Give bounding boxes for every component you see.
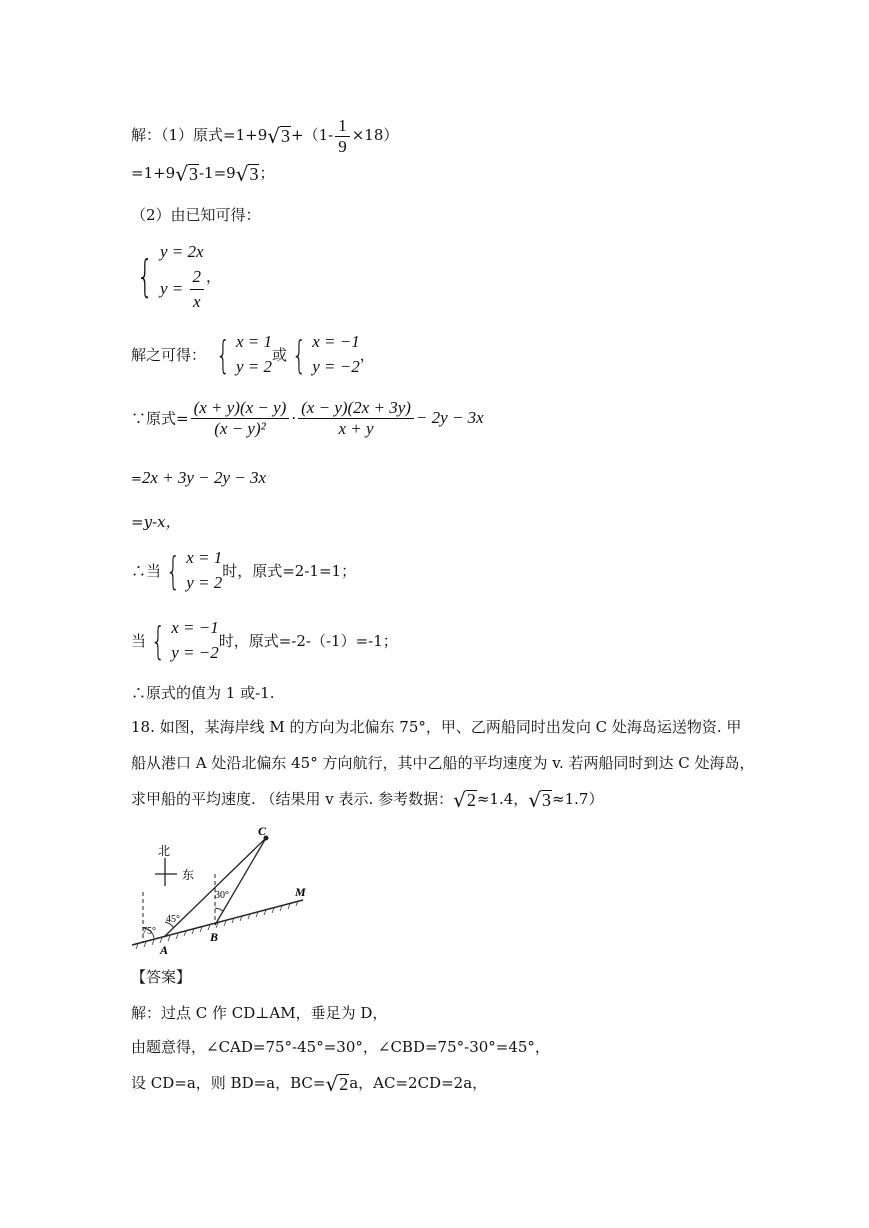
text: ·	[291, 409, 297, 428]
solution-system-2: { x = −1 y = −2	[291, 332, 360, 377]
fraction: $\frac{1}{9}$	[335, 116, 350, 156]
step-3: =y-x，	[131, 513, 181, 531]
text: 2x + 3y − 2y − 3x	[141, 468, 267, 487]
sqrt: √ 2	[453, 788, 476, 813]
answer-line2: 由题意得，∠CAD=75°-45°=30°，∠CBD=75°-30°=45°，	[131, 1038, 550, 1056]
text: ∵原式=	[131, 409, 189, 428]
text: ≈1.4，	[476, 790, 529, 808]
text: ×18）	[351, 126, 399, 145]
text: -1=9	[198, 164, 236, 182]
sqrt: √ 2	[325, 1072, 349, 1097]
angle-75-label: 75°	[142, 926, 156, 937]
case-2-system: { x = −1 y = −2	[150, 618, 219, 663]
label-a: A	[160, 943, 169, 957]
equation-system: { y = 2x y = $\frac{2}{x}$	[131, 240, 206, 315]
sqrt: √ 3	[267, 124, 291, 149]
given-system	[131, 240, 221, 315]
text: 或	[272, 346, 288, 365]
equation: y = 2x	[160, 242, 204, 261]
text: ；	[259, 164, 275, 182]
text: =1+9	[131, 164, 176, 182]
sqrt: √ 3	[528, 788, 552, 813]
text: 解之可得：	[131, 346, 207, 365]
case-2	[131, 616, 398, 665]
question-18-line2: 船从港口 A 处沿北偏东 45° 方向航行，其中乙船的平均速度为 v. 若两船同时到达 C 处海岛，	[131, 754, 755, 772]
label-b: B	[210, 930, 219, 944]
case-1	[131, 546, 356, 595]
step-2	[131, 468, 266, 488]
sqrt: √ 3	[175, 162, 198, 187]
angle-30-label: 30°	[215, 890, 229, 901]
answer-heading: 【答案】	[131, 968, 192, 986]
part2-intro: （2）由已知可得：	[131, 206, 261, 224]
text: 当	[131, 632, 147, 651]
text: ，	[359, 346, 375, 365]
text: 时，原式=2-1=1；	[222, 562, 357, 581]
solutions	[131, 330, 375, 379]
text: ∴当	[131, 562, 162, 581]
text: a，AC=2CD=2a，	[349, 1074, 488, 1092]
solution-part1-line1	[131, 116, 398, 156]
text: − 2y − 3x	[415, 408, 484, 428]
case-1-system: { x = 1 y = 2	[165, 548, 223, 593]
question-18-line3	[131, 788, 604, 813]
text: 设 CD=a，则 BD=a，BC=	[131, 1074, 326, 1092]
text: ≈1.7）	[552, 790, 604, 808]
text: 解：（1）原式=1+9	[131, 126, 268, 145]
label-c: C	[258, 824, 267, 838]
sqrt: √ 3	[235, 162, 259, 187]
fraction-2: $\frac{(x - y)(2x + 3y)}{x + y}$	[298, 398, 414, 438]
text: +（1-	[291, 126, 334, 145]
answer-line3	[131, 1072, 488, 1097]
text: =	[131, 472, 142, 487]
question-18-line1: 18. 如图，某海岸线 M 的方向为北偏东 75°，甲、乙两船同时出发向 C 处海岛运送物资. 甲	[131, 718, 742, 736]
solution-part1-line2	[131, 162, 275, 187]
angle-45-label: 45°	[166, 914, 180, 925]
east-label: 东	[182, 868, 195, 882]
solution-system-1: { x = 1 y = 2	[215, 332, 273, 377]
fraction-1: $\frac{(x + y)(x - y)}{\text{(x − y)²}}$	[191, 398, 290, 438]
north-label: 北	[158, 844, 171, 858]
simplify-expression	[131, 398, 484, 438]
text: 求甲船的平均速度. （结果用 v 表示. 参考数据：	[131, 790, 454, 808]
conclusion: ∴原式的值为 1 或-1.	[131, 684, 275, 702]
geometry-figure	[128, 824, 313, 959]
text: ，	[206, 267, 222, 286]
label-m: M	[295, 885, 306, 899]
answer-line1: 解：过点 C 作 CD⊥AM，垂足为 D，	[131, 1004, 388, 1022]
equation: y = $\frac{2}{x}$	[160, 265, 206, 315]
text: 时，原式=-2-（-1）=-1；	[218, 632, 398, 651]
